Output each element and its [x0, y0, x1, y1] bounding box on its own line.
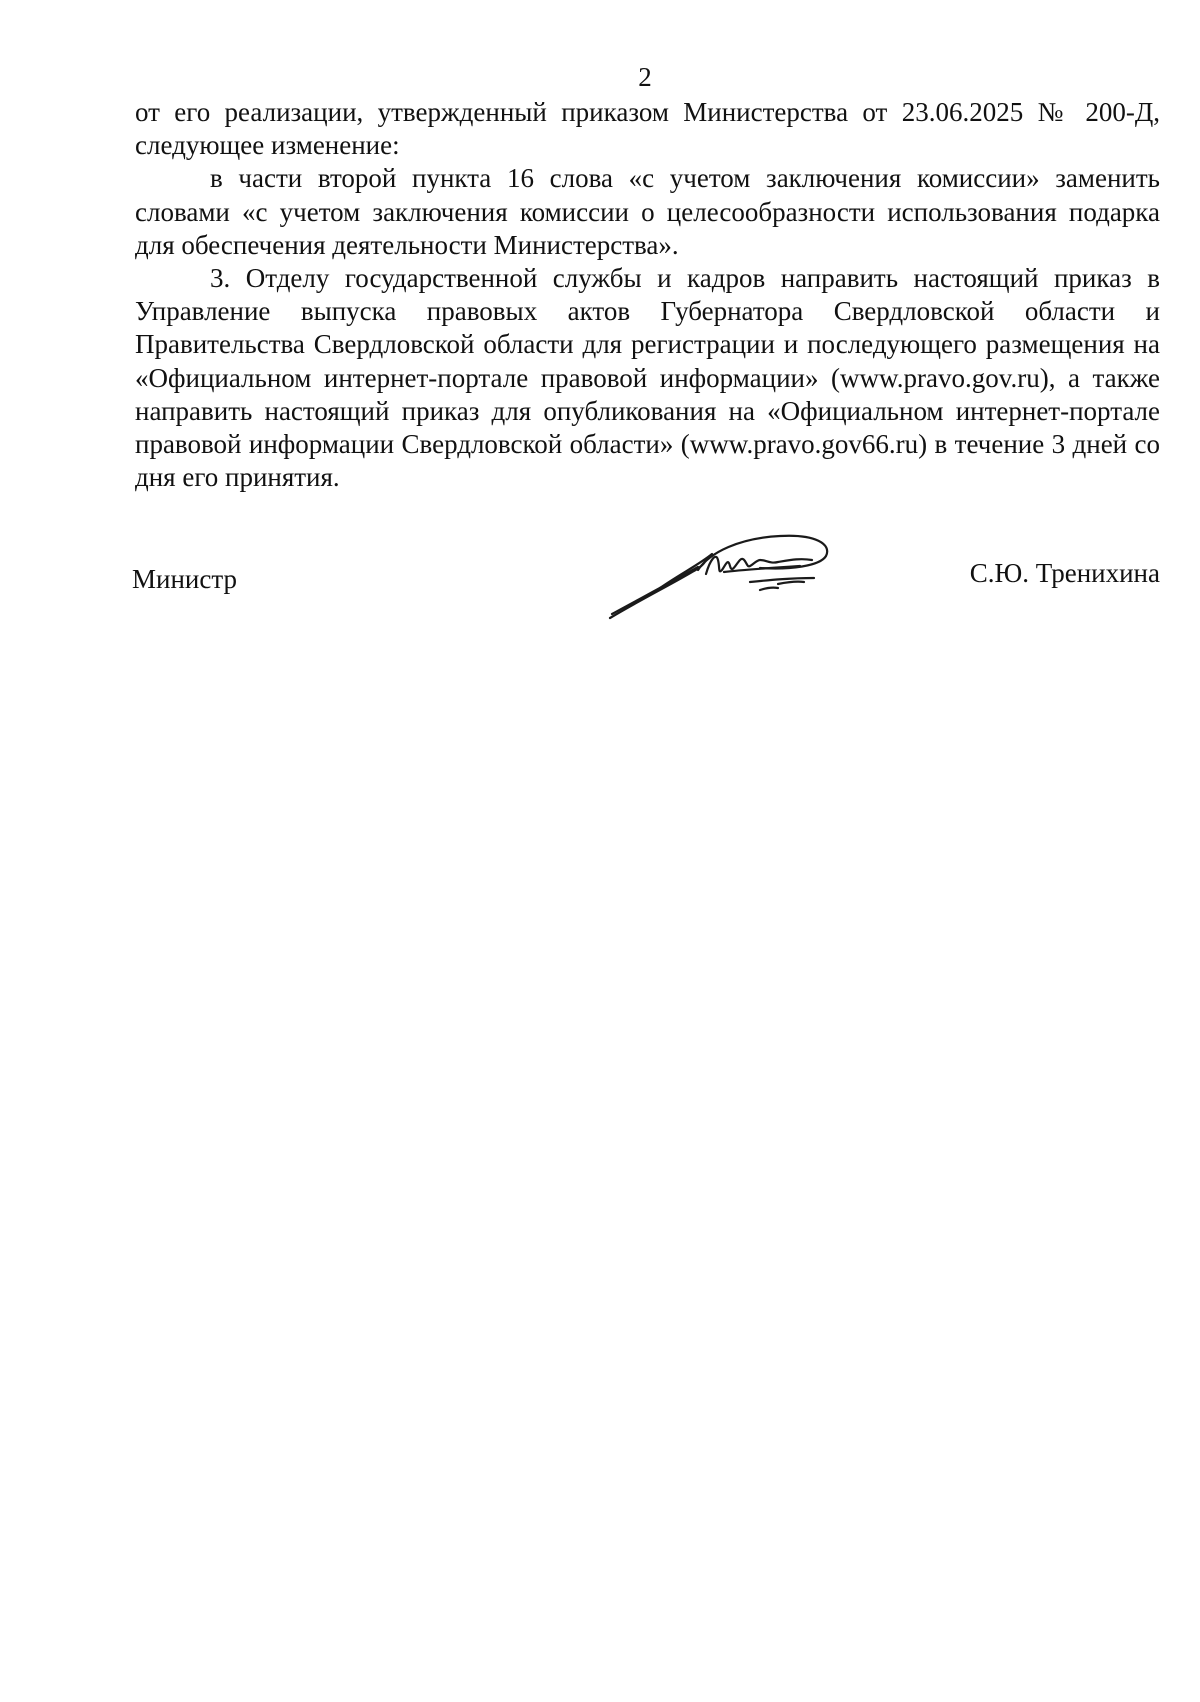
- paragraph-item-3: 3. Отделу государственной службы и кадров направить настоящий приказ в Управление выпуска правовых актов Губернатора Свердловской области и Правительства Свердловской области для регистрации и последующего размещения на «Официальном интернет-портале правовой информации» (www.pravo.gov.ru), а также направить настоящий приказ для опубликования на «Официальном интернет-портале правовой информации Свердловской области» (www.pravo.gov66.ru) в течение 3 дней со дня его принятия.: [135, 263, 1160, 493]
- handwritten-signature-icon: [600, 530, 860, 640]
- signatory-name: С.Ю. Тренихина: [969, 558, 1160, 588]
- signature-block: [0, 550, 1200, 640]
- paragraph-amendment: в части второй пункта 16 слова «с учетом заключения комиссии» заменить словами «с учетом заключения комиссии о целесообразности использования подарка для обеспечения деятельности Министерства».: [135, 163, 1160, 260]
- paragraph-intro-continuation: от его реализации, утвержденный приказом Министерства от 23.06.2025 № 200-Д, следующее изменение:: [135, 97, 1160, 161]
- document-body: [135, 96, 1160, 494]
- signatory-position: Министр: [132, 564, 237, 594]
- page-number: 2: [638, 62, 652, 92]
